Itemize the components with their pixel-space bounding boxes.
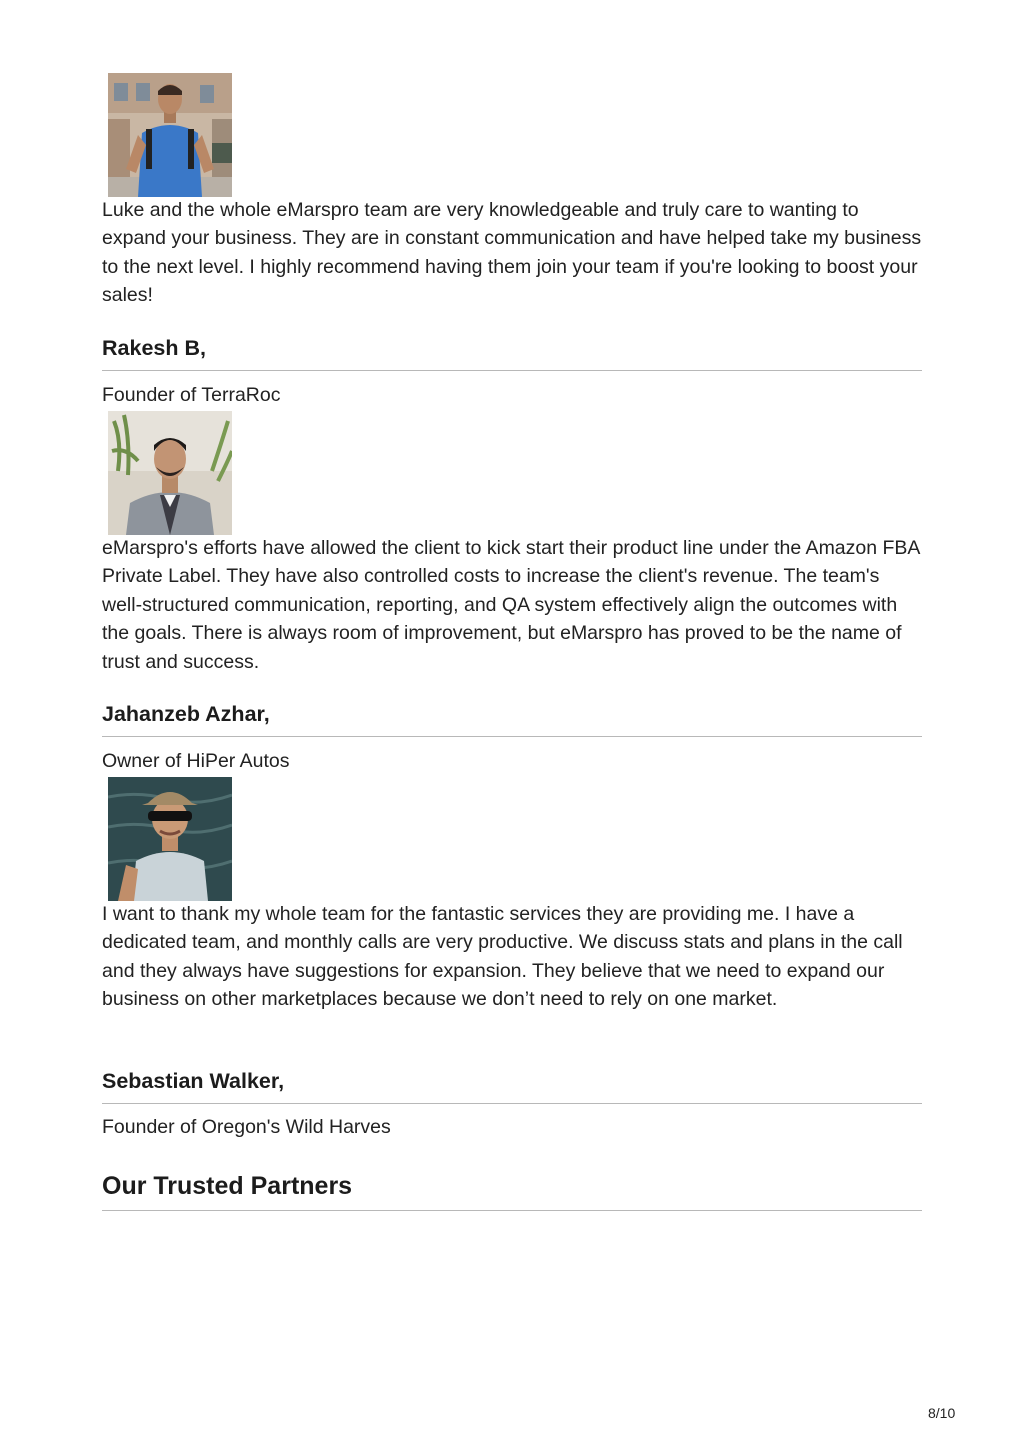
testimonial-photo (108, 777, 232, 901)
divider (102, 1210, 922, 1211)
page-number: 8/10 (928, 1405, 956, 1421)
testimonial-quote: eMarspro's efforts have allowed the client to kick start their product line under the Amazon FBA Private Label. They have also controlled costs to increase the client's revenue. The team's well-structured communication, reporting, and QA system effectively align the outcomes with the goals. There is always room of improvement, but eMarspro has proved to be the name of trust and success. (102, 537, 920, 673)
testimonial-name: Jahanzeb Azhar, (102, 702, 270, 726)
section-title: Our Trusted Partners (102, 1172, 353, 1200)
divider (102, 736, 922, 737)
divider (102, 1103, 922, 1104)
testimonial-role: Founder of TerraRoc (102, 384, 281, 406)
testimonial-quote: I want to thank my whole team for the fantastic services they are providing me. I have a dedicated team, and monthly calls are very productive. We discuss stats and plans in the call and they always have suggestions for expansion. They believe that we need to expand our business on other marketplaces because we don’t need to rely on one market. (102, 903, 903, 1011)
divider (102, 370, 922, 371)
testimonial-name: Sebastian Walker, (102, 1069, 285, 1093)
testimonial-quote: Luke and the whole eMarspro team are very knowledgeable and truly care to wanting to expand your business. They are in constant communication and have helped take my business to the next level. I highly recommend having them join your team if you're looking to boost your sales! (102, 199, 922, 307)
testimonial-photo (108, 411, 232, 535)
testimonial-role: Owner of HiPer Autos (102, 750, 290, 772)
testimonial-name: Rakesh B, (102, 336, 206, 360)
testimonial-role: Founder of Oregon's Wild Harves (102, 1116, 391, 1138)
testimonial-photo (108, 73, 232, 197)
